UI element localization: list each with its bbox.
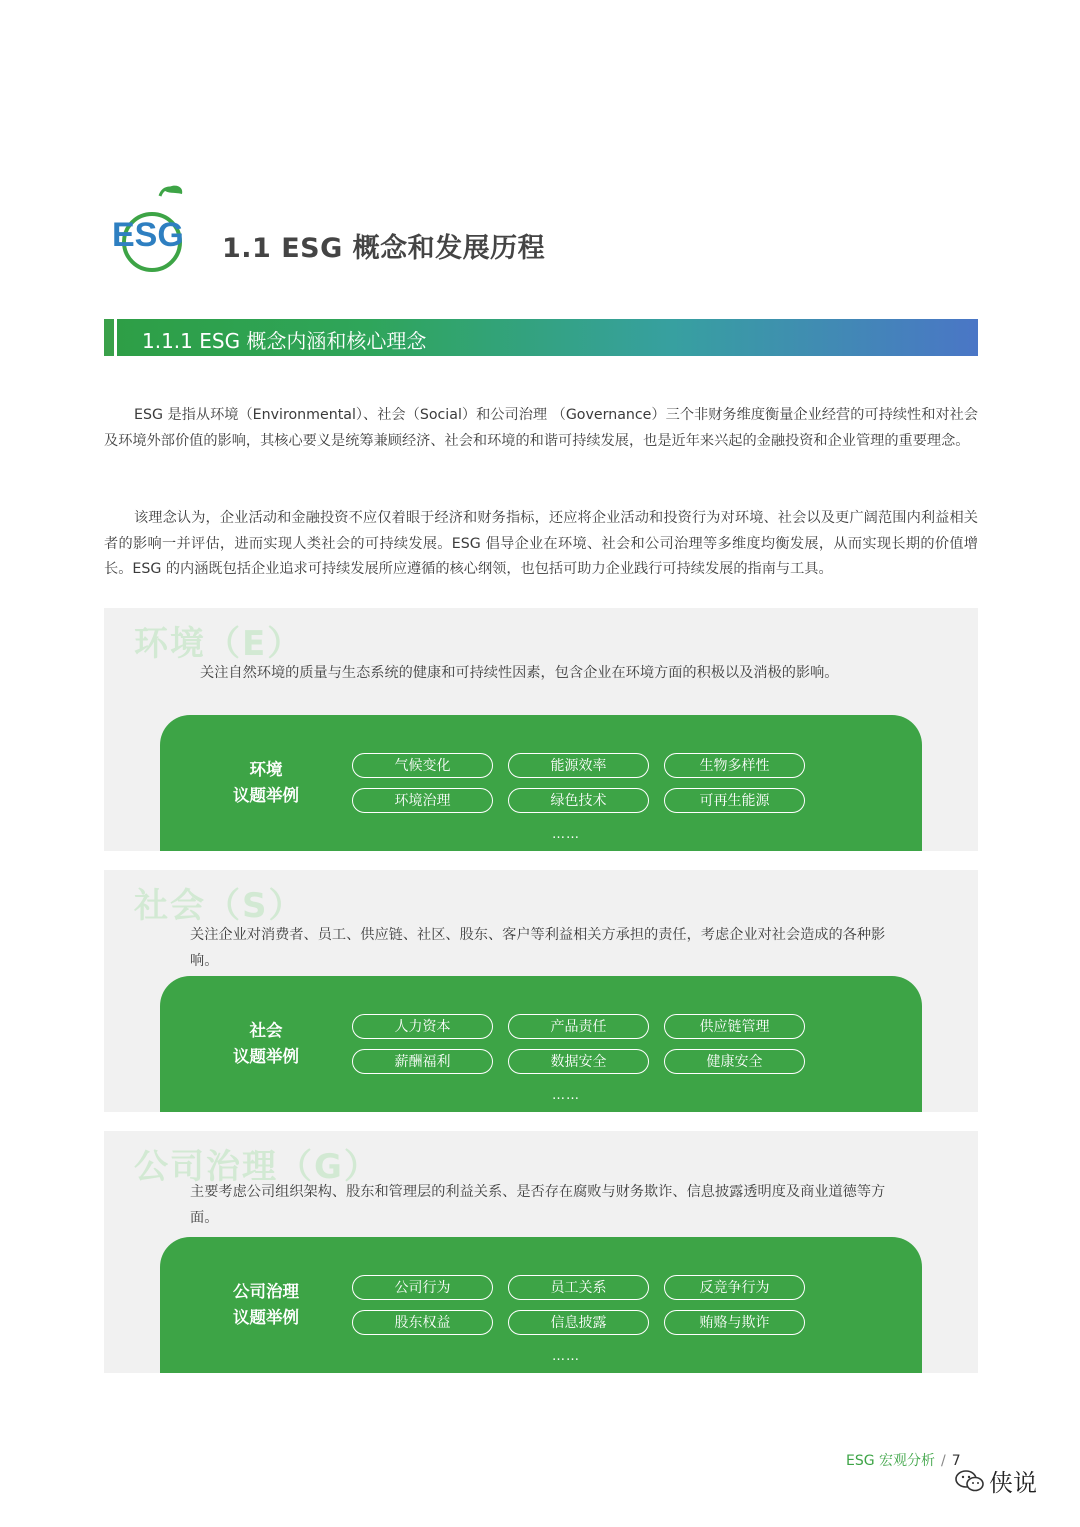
section-description: 主要考虑公司组织架构、股东和管理层的利益关系、是否存在腐败与财务欺诈、信息披露透明度及商业道德等方面。 — [190, 1184, 886, 1226]
page-number: 7 — [951, 1453, 961, 1469]
wechat-icon — [955, 1469, 985, 1499]
watermark-text: 侠说 — [989, 1469, 1037, 1497]
issues-label: 社会 议题举例 — [233, 1021, 299, 1066]
issue-tag: 贿赂与欺诈 — [664, 1310, 805, 1335]
issue-tag: 薪酬福利 — [352, 1049, 493, 1074]
issue-tag: 绿色技术 — [508, 788, 649, 813]
issue-tag: 人力资本 — [352, 1014, 493, 1039]
issue-tag: 公司行为 — [352, 1275, 493, 1300]
issue-tag: 气候变化 — [352, 753, 493, 778]
issue-tag: 供应链管理 — [664, 1014, 805, 1039]
subheading-title: 1.1.1 ESG 概念内涵和核心理念 — [142, 329, 427, 353]
section-environment — [104, 608, 978, 851]
section-title: 环境（E） — [134, 624, 304, 664]
section-governance — [104, 1131, 978, 1373]
issue-tag: 环境治理 — [352, 788, 493, 813]
footer-separator: / — [941, 1453, 946, 1469]
issue-tag: 股东权益 — [352, 1310, 493, 1335]
issue-tag: 数据安全 — [508, 1049, 649, 1074]
section-social — [104, 870, 978, 1112]
subheading-marker — [104, 319, 117, 356]
more-ellipsis: …… — [552, 1349, 580, 1364]
issue-tag: 反竞争行为 — [664, 1275, 805, 1300]
issue-tag: 信息披露 — [508, 1310, 649, 1335]
issue-tag: 可再生能源 — [664, 788, 805, 813]
section-title: 公司治理（G） — [134, 1147, 380, 1187]
subheading-bar — [104, 319, 978, 356]
issue-tag: 健康安全 — [664, 1049, 805, 1074]
intro-paragraph-2: 该理念认为，企业活动和金融投资不应仅着眼于经济和财务指标，还应将企业活动和投资行为对环境、社会以及更广阔范围内利益相关者的影响一并评估，进而实现人类社会的可持续发展。ESG 倡导企业在环境、社会和公司治理等多维度均衡发展，从而实现长期的价值增长。ESG 的内涵既包括企业追求可持续发展所应遵循的核心纲领，也包括可助力企业践行可持续发展的指南与工具。 — [104, 510, 978, 577]
issues-panel — [160, 1237, 922, 1373]
footer-title: ESG 宏观分析 — [846, 1453, 936, 1469]
section-heading: 1.1 ESG 概念和发展历程 — [222, 233, 546, 264]
section-description: 关注企业对消费者、员工、供应链、社区、股东、客户等利益相关方承担的责任，考虑企业对社会造成的各种影响。 — [190, 927, 886, 969]
issue-tag: 产品责任 — [508, 1014, 649, 1039]
issues-label: 环境 议题举例 — [233, 760, 299, 805]
logo-text: ESG — [112, 216, 184, 254]
more-ellipsis: …… — [552, 1088, 580, 1103]
issue-tag: 能源效率 — [508, 753, 649, 778]
watermark — [955, 1463, 1037, 1499]
issues-label: 公司治理 议题举例 — [233, 1282, 299, 1327]
more-ellipsis: …… — [552, 827, 580, 842]
intro-paragraph-1: ESG 是指从环境（Environmental）、社会（Social）和公司治理 （Governance）三个非财务维度衡量企业经营的可持续性和对社会及环境外部价值的影响，其核心要义是统筹兼顾经济、社会和环境的和谐可持续发展，也是近年来兴起的金融投资和企业管理的重要理念。 — [104, 407, 978, 449]
section-title: 社会（S） — [134, 886, 305, 926]
issues-panel — [160, 976, 922, 1112]
issues-panel — [160, 715, 922, 851]
section-description: 关注自然环境的质量与生态系统的健康和可持续性因素，包含企业在环境方面的积极以及消极的影响。 — [200, 665, 839, 681]
issue-tag: 员工关系 — [508, 1275, 649, 1300]
issue-tag: 生物多样性 — [664, 753, 805, 778]
esg-logo — [104, 180, 200, 276]
page-footer — [846, 1450, 961, 1470]
